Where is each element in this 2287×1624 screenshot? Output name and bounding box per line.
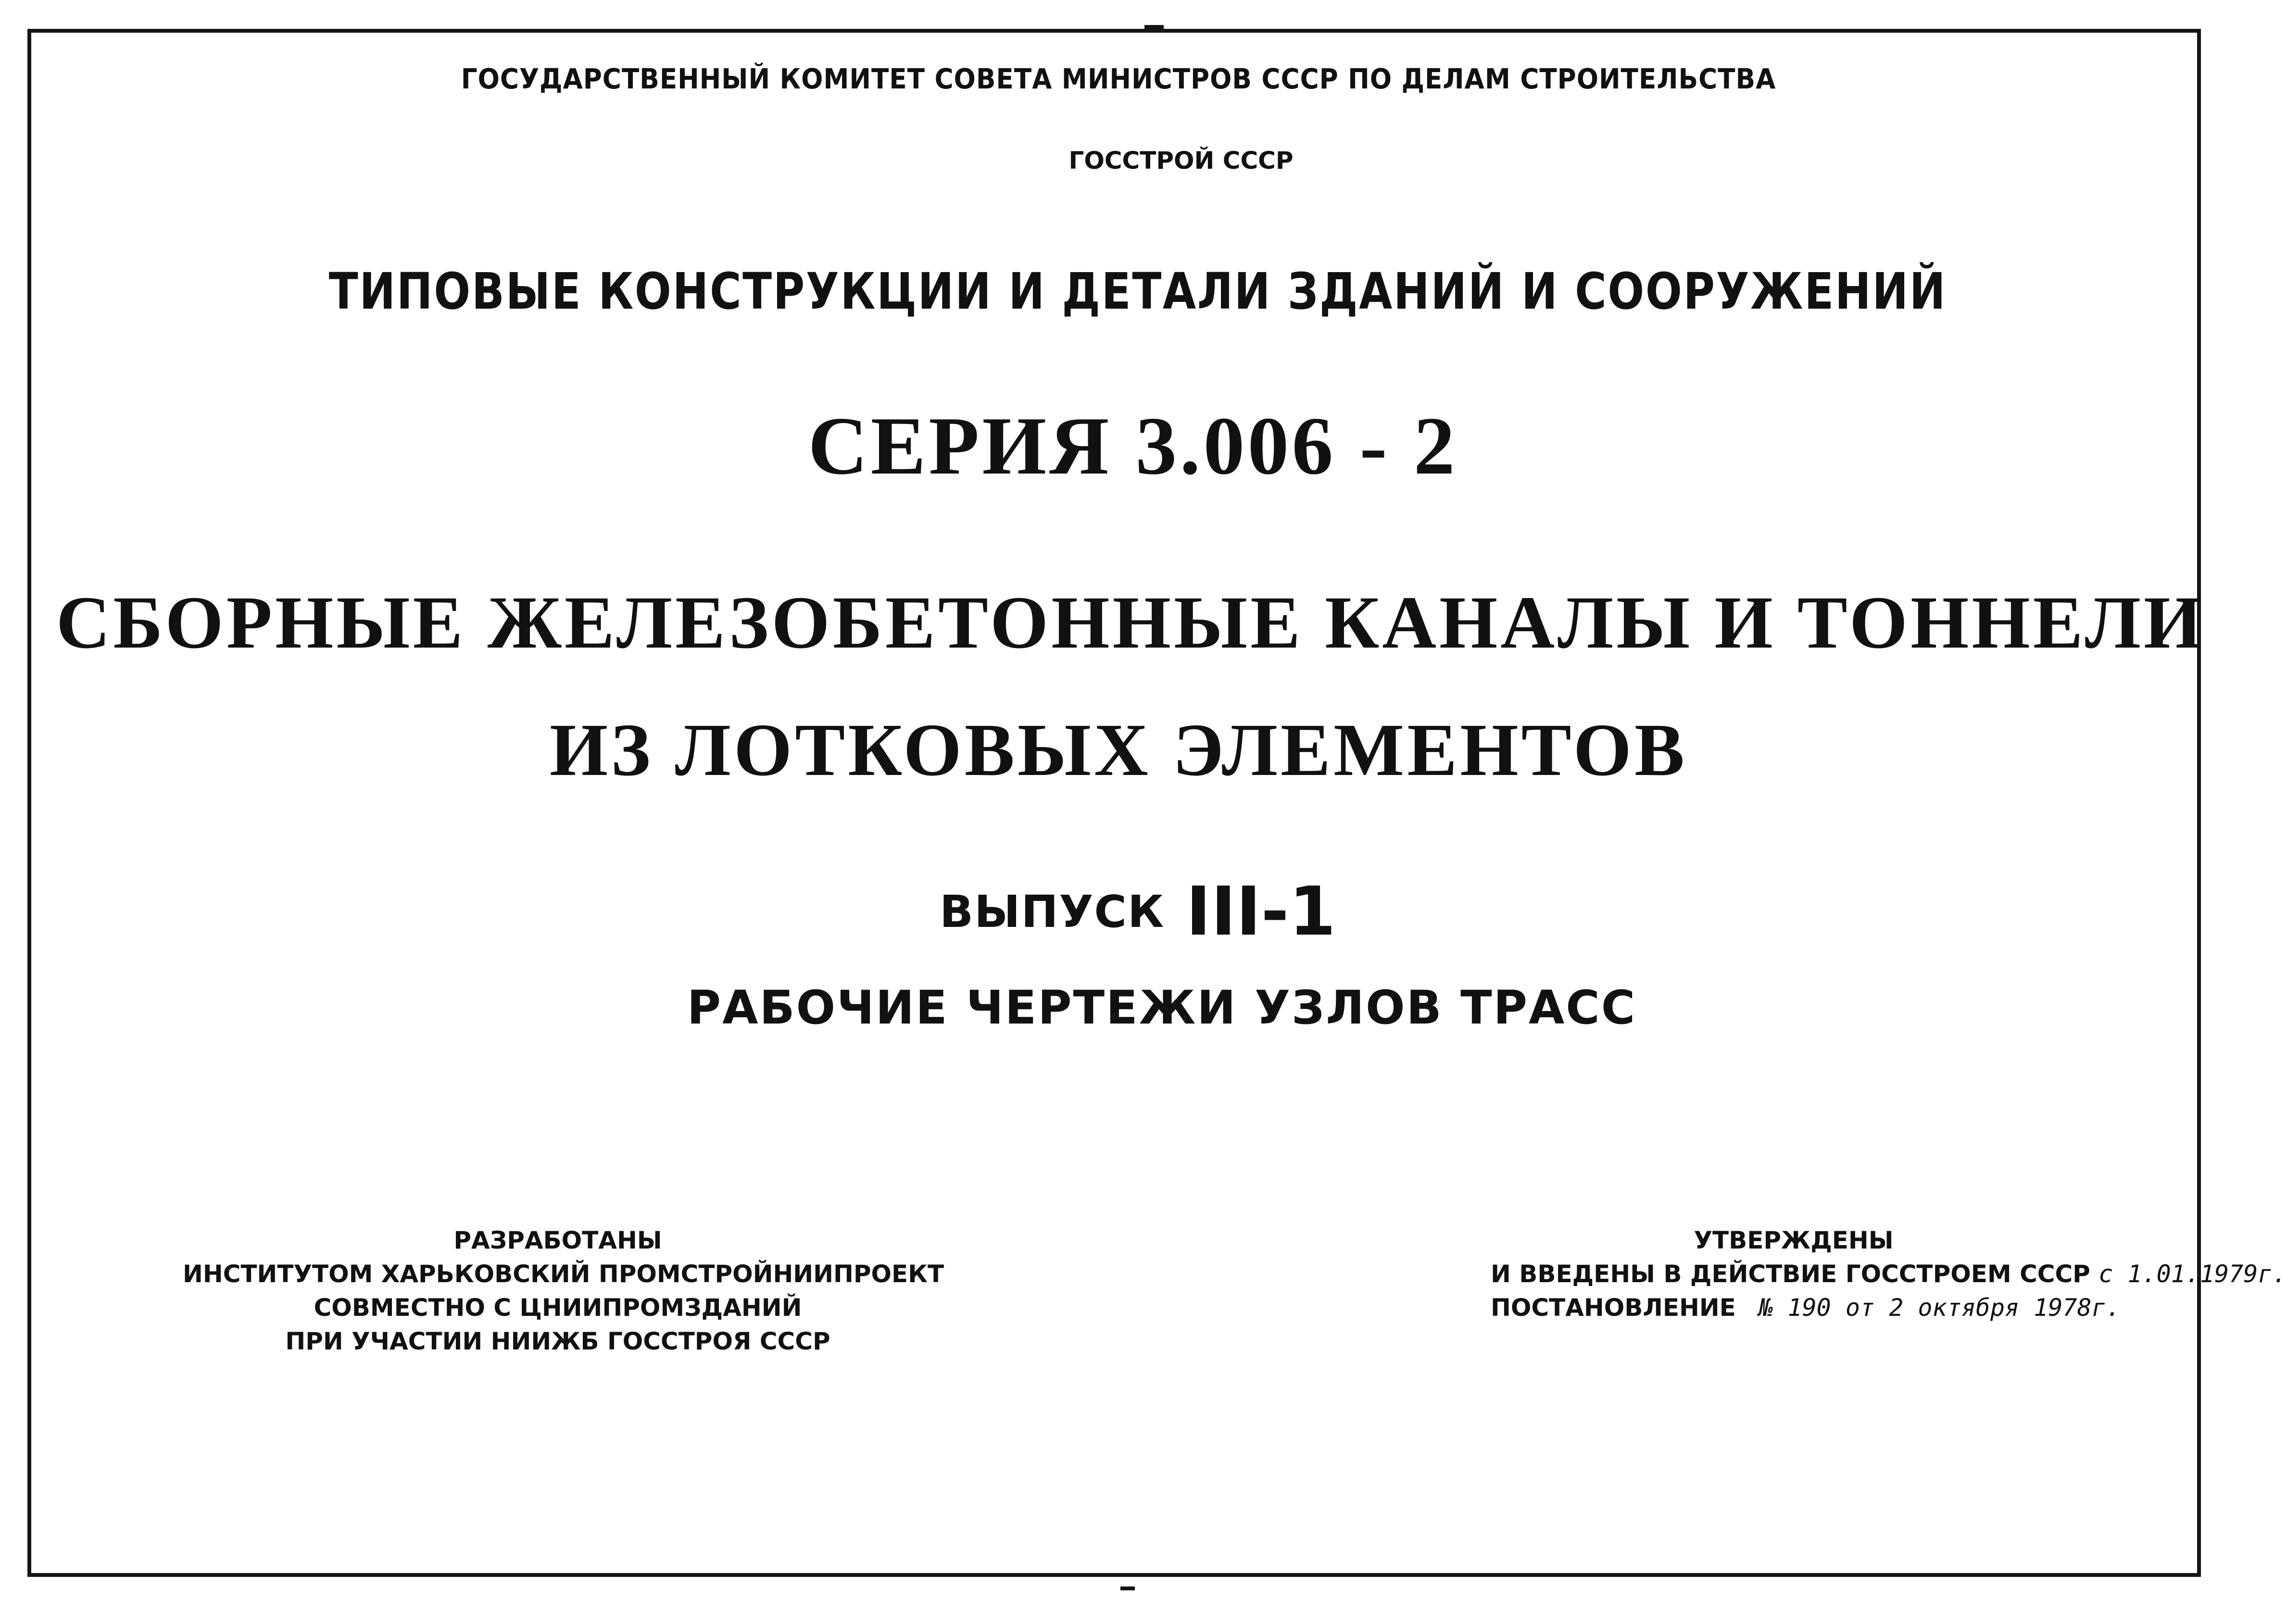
collection-title: ТИПОВЫЕ КОНСТРУКЦИИ И ДЕТАЛИ ЗДАНИЙ И СООРУЖЕНИЙ xyxy=(328,262,1947,321)
approved-line-1 xyxy=(1491,1257,2287,1291)
bottom-scan-mark xyxy=(1120,1587,1135,1590)
resolution-number-handwritten: № 190 от 2 октября 1978г. xyxy=(1759,1294,2121,1322)
document-subtitle: РАБОЧИЕ ЧЕРТЕЖИ УЗЛОВ ТРАСС xyxy=(687,981,1637,1035)
organization-heading: ГОСУДАРСТВЕННЫЙ КОМИТЕТ СОВЕТА МИНИСТРОВ СССР ПО ДЕЛАМ СТРОИТЕЛЬСТВА xyxy=(461,62,1776,95)
approved-line-2 xyxy=(1491,1291,2212,1324)
developed-by-block xyxy=(183,1224,944,1358)
approved-line-2-text: ПОСТАНОВЛЕНИЕ xyxy=(1491,1294,1736,1322)
developed-line-3: ПРИ УЧАСТИИ НИИЖБ ГОССТРОЯ СССР xyxy=(285,1327,830,1355)
document-title-line-2: ИЗ ЛОТКОВЫХ ЭЛЕМЕНТОВ xyxy=(549,708,1688,791)
issue-line xyxy=(38,873,2237,951)
series-number: СЕРИЯ 3.006 - 2 xyxy=(808,400,1458,492)
organization-short-name: ГОССТРОЙ СССР xyxy=(1068,147,1294,175)
issue-number: III-1 xyxy=(1186,873,1336,951)
approved-date-handwritten: с 1.01.1979г. xyxy=(2099,1260,2287,1288)
approved-heading: УТВЕРЖДЕНЫ xyxy=(1694,1226,1894,1254)
document-title-line-1: СБОРНЫЕ ЖЕЛЕЗОБЕТОННЫЕ КАНАЛЫ И ТОННЕЛИ xyxy=(56,581,2205,664)
developed-heading: РАЗРАБОТАНЫ xyxy=(453,1226,662,1254)
approved-block xyxy=(1491,1224,2287,1324)
developed-line-1: ИНСТИТУТОМ ХАРЬКОВСКИЙ ПРОМСТРОЙНИИПРОЕКТ xyxy=(183,1260,944,1288)
approved-line-1-text: И ВВЕДЕНЫ В ДЕЙСТВИЕ ГОССТРОЕМ СССР xyxy=(1491,1260,2090,1288)
developed-line-2: СОВМЕСТНО С ЦНИИПРОМЗДАНИЙ xyxy=(314,1294,802,1322)
issue-label: ВЫПУСК xyxy=(940,886,1165,937)
top-scan-mark xyxy=(1144,25,1164,29)
